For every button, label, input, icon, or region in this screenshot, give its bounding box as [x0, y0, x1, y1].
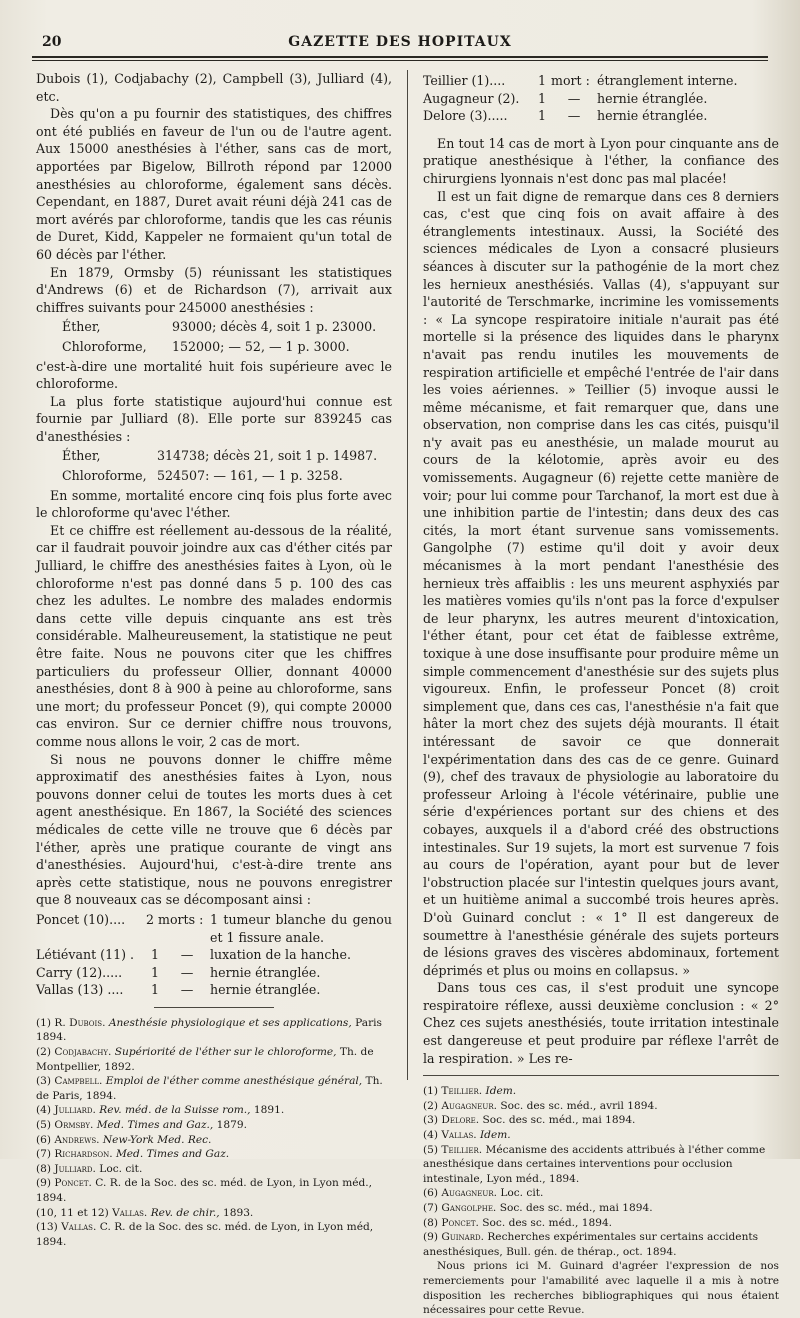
footnote-rule: [154, 1007, 274, 1008]
footnote-n: (4): [36, 1104, 52, 1117]
case-mark: mort :: [551, 73, 590, 88]
footnote: [423, 1230, 779, 1259]
paragraph: Et ce chiffre est réellement au-dessous de la réalité, car il faudrait pouvoir joindre aux cas d'éther cités par Julliard, le chiffre des anesthésies faites à Lyon, où le chloroforme n'est pas donné dans 5 p. 100 des cas chez les adultes. Le nombre des malades endormis dans cette ville depuis cinquante ans est très considérable. Malheureusement, la statistique ne peut être faite. Nous ne pouvons citer que les chiffres particuliers du professeur Ollier, donnant 40000 anesthésies, dont 8 à 900 à peine au chloroforme, sans une mort; du professeur Poncet (9), qui compte 20000 cas environ. Sur ce dernier chiffre nous trouvons, comme nous allons le voir, 2 cas de mort.: [36, 522, 392, 749]
footnote-n: (2): [423, 1099, 439, 1112]
case-table: [423, 72, 738, 125]
footnote-n: (7): [423, 1202, 439, 1214]
footnote-rest: Soc. des sc. méd., 1894.: [482, 1216, 613, 1229]
page-header: [30, 34, 770, 50]
footnote: [423, 1113, 779, 1128]
footnote-rest: Mécanisme des accidents attribués à l'éther comme anesthésique dans certaines interventions pour occlusion intestinale, Lyon méd., 1894.: [423, 1143, 766, 1185]
footnote-rest: Soc. des sc. méd., mai 1894.: [499, 1202, 653, 1214]
footnote-title: Med. Times and Gaz.,: [96, 1119, 214, 1132]
footnote-author: Vallas.: [112, 1206, 148, 1219]
footnote-title: New-York Med. Rec.: [102, 1133, 212, 1146]
paragraph: La plus forte statistique aujourd'hui connue est fournie par Julliard (8). Elle porte sur 839245 cas d'anesthésies :: [36, 393, 392, 444]
case-name: Delore (3).....: [423, 108, 508, 124]
footnote-rest: Paris 1894.: [36, 1016, 382, 1044]
footnote-n: (10, 11 et 12): [36, 1206, 109, 1219]
stat-value: 152000; — 52, — 1 p. 3000.: [172, 338, 350, 354]
case-count: 1: [150, 982, 159, 998]
footnote-n: (4): [423, 1129, 439, 1142]
footnote-n: (1): [423, 1085, 439, 1098]
footnote: [36, 1162, 392, 1177]
stat-value: 314738; décès 21, soit 1 p. 14987.: [157, 448, 378, 464]
footnote: [423, 1201, 779, 1216]
footnote: [36, 1206, 392, 1221]
footnote-author: Augagneur.: [441, 1187, 497, 1200]
paragraph: Si nous ne pouvons donner le chiffre même approximatif des anesthésies faites à Lyon, nous pouvons donner celui de toutes les morts dues à cet agent anesthésique. En 1867, la Société des sciences médicales de cette ville ne trouve que 6 décès par l'éther, après une pratique courante de vingt ans d'anesthésies. Aujourd'hui, c'est-à-dire trente ans après cette statistique, nous ne pouvons enregistrer que 8 nouveaux cas se décomposant ainsi :: [36, 751, 392, 908]
footnote: [36, 1103, 392, 1118]
footnote-author: Guinard.: [441, 1231, 484, 1244]
paragraph: Dans tous ces cas, il s'est produit une syncope respiratoire réflexe, aussi deuxième conclusion : « 2° Chez ces sujets anesthésiés, toute irritation intestinale est dangereuse et peut produire par réflexe l'arrêt de la respiration. » Les re-: [423, 980, 779, 1066]
footnote: [36, 1016, 392, 1045]
case-mark: —: [567, 108, 581, 124]
case-count: 1: [537, 73, 546, 88]
footnote-rest: 1879.: [216, 1119, 247, 1132]
footnote: [36, 1074, 392, 1103]
case-desc: 1 tumeur blanche du genou et 1 fissure anale.: [210, 911, 392, 945]
stat-value: 93000; décès 4, soit 1 p. 23000.: [172, 319, 377, 335]
footnote: [423, 1099, 779, 1114]
footnote: [36, 1176, 392, 1205]
case-row: [36, 981, 392, 999]
footnote-author: Teillier.: [441, 1143, 483, 1156]
case-mark: —: [180, 982, 194, 998]
footnote-n: (1): [36, 1016, 52, 1029]
footnote-n: (8): [36, 1162, 52, 1175]
footnote-rest: Loc. cit.: [99, 1162, 143, 1175]
footnote-title: Supériorité de l'éther sur le chloroforme,: [114, 1046, 337, 1059]
footnote-rest: Loc. cit.: [500, 1187, 544, 1200]
footnote-rule: [423, 1075, 779, 1076]
footnote: [423, 1216, 779, 1231]
footnote-title: Med. Times and Gaz.: [115, 1148, 230, 1161]
paragraph: En somme, mortalité encore cinq fois plus forte avec le chloroforme qu'avec l'éther.: [36, 487, 392, 521]
footnote-author: Julliard.: [54, 1104, 96, 1117]
footnote-rest: Th. de Paris, 1894.: [36, 1075, 383, 1102]
spacer: [423, 127, 779, 135]
page-number: 20: [42, 34, 62, 50]
footnote-n: (6): [423, 1187, 439, 1200]
case-desc: luxation de la hanche.: [210, 947, 351, 963]
statistic-line: [36, 447, 392, 465]
footnote-author: Gangolphe.: [441, 1202, 497, 1214]
case-name: Vallas (13) ....: [36, 982, 124, 998]
case-count: 1: [150, 964, 159, 980]
paragraph: Il est un fait digne de remarque dans ces 8 derniers cas, c'est que cinq fois on avait affaire à des étranglements intestinaux. Aussi, la Société des sciences médicales de Lyon a consacré plusieurs séances à discuter sur la pathogénie de la mort chez les hernieux anesthésiés. Vallas (4), s'appuyant sur l'autorité de Terschmarke, incrimine les vomissements : « La syncope respiratoire initiale n'aurait pas été mortelle si la présence des liquides dans le pharynx n'avait pas rendu inutiles les mouvements de respiration artificielle et empêché l'entrée de l'air dans les voies aériennes. » Teillier (5) invoque aussi le même mécanisme, et fait remarquer que, dans une observation, non comprise dans les cas cités, puisqu'il n'y avait pas eu anesthésie, un malade mourut au cours de la kélotomie, après avoir eu des vomissements. Augagneur (6) rejette cette manière de voir; pour lui comme pour Tarchanof, la mort est due à une inhibition partie de l'intestin; dans deux des cas cités, la mort étant survenue sans vomissements. Gangolphe (7) estime qu'il doit y avoir deux mécanismes à la mort pendant l'anesthésie des hernieux très affaiblis : les uns meurent asphyxiés par les matières vomies qu'ils n'ont pas la force d'expulser de leur pharynx, les autres meurent d'intoxication, l'éther étant, pour cet état de faiblesse extrême, toxique à une dose insuffisante pour produire même un simple commencement d'anesthésie sur des sujets plus vigoureux. Enfin, le professeur Poncet (8) croit simplement que, dans ces cas, l'anesthésie n'a fait que hâter la mort chez des sujets déjà mourants. Il était intéressant de savoir ce que donnerait l'expérimentation dans des cas de ce genre. Guinard (9), chef des travaux de physiologie au laboratoire du professeur Arloing à l'école vétérinaire, publie une série d'expériences portant sur des chiens et des cobayes, auxquels il a d'abord créé des obstructions intestinales. Sur 19 sujets, la mort est survenue 7 fois au cours de l'opération, ayant pour but de lever l'obstruction placée sur l'intestin quelques jours avant, et un huitième animal a succombé trois heures après. D'où Guinard conclut : « 1° Il est dangereux de soumettre à l'anesthésie générale des sujets porteurs de lésions graves des viscères abdominaux, fortement déprimés et plus ou moins en collapsus. »: [423, 188, 779, 978]
column-divider: [407, 70, 408, 1080]
footnote-n: (8): [423, 1216, 439, 1229]
footnote-author: Richardson.: [54, 1148, 113, 1161]
footnote-rest: Th. de Montpellier, 1892.: [36, 1046, 374, 1073]
footnote-rest: C. R. de la Soc. des sc. méd. de Lyon, in Lyon méd., 1894.: [36, 1177, 373, 1204]
footnote-n: (9): [36, 1177, 52, 1190]
footnotes: [423, 1084, 779, 1259]
case-desc: hernie étranglée.: [210, 982, 321, 998]
case-desc: étranglement interne.: [597, 73, 738, 88]
footnote-title: Anesthésie physiologique et ses applications,: [108, 1016, 352, 1029]
footnote-author: Ormsby.: [54, 1119, 94, 1132]
footnote-rest: Soc. des sc. méd., avril 1894.: [500, 1099, 658, 1112]
footnote-title: Emploi de l'éther comme anesthésique général,: [105, 1075, 363, 1088]
case-count: 1: [537, 90, 546, 106]
paragraph: En tout 14 cas de mort à Lyon pour cinquante ans de pratique anesthésique à l'éther, la confiance des chirurgiens lyonnais n'est donc pas mal placée!: [423, 135, 779, 186]
paragraph: En 1879, Ormsby (5) réunissant les statistiques d'Andrews (6) et de Richardson (7), arrivait aux chiffres suivants pour 245000 anesthésies :: [36, 264, 392, 315]
footnote-author: Augagneur.: [441, 1099, 497, 1112]
case-count: 1: [150, 947, 159, 963]
header-rule-thin: [32, 60, 768, 61]
footnote: [36, 1220, 392, 1249]
statistic-line: [36, 318, 392, 336]
case-row: [36, 911, 392, 946]
case-mark: —: [180, 964, 194, 980]
case-name: Carry (12).....: [36, 964, 123, 980]
case-name: Augagneur (2).: [423, 90, 520, 106]
footnote-title: Rev. de chir.,: [150, 1206, 220, 1219]
footnote: [36, 1133, 392, 1148]
footnote-title: Rev. méd. de la Suisse rom.,: [99, 1104, 251, 1117]
footnote-author: Campbell.: [54, 1075, 103, 1088]
footnote-author: Teillier.: [441, 1085, 483, 1098]
case-mark: —: [567, 90, 581, 106]
acknowledgement: Nous prions ici M. Guinard d'agréer l'expression de nos remerciements pour l'amabilité avec laquelle il a mis à notre disposition les recherches bibliographiques qui nous étaient nécessaires pour cette Revue.: [423, 1260, 779, 1317]
footnote: [36, 1045, 392, 1074]
footnote: [423, 1143, 779, 1187]
footnote-author: Codjabachy.: [54, 1046, 112, 1059]
case-count: 2 morts :: [146, 911, 204, 927]
footnote-author: Vallas.: [61, 1221, 97, 1234]
footnote-author: Poncet.: [54, 1177, 92, 1190]
case-desc: hernie étranglée.: [597, 108, 708, 124]
footnote-author: Vallas.: [441, 1129, 477, 1142]
case-desc: hernie étranglée.: [597, 90, 708, 106]
footnotes: [36, 1016, 392, 1250]
case-row: [36, 946, 392, 964]
footnote-n: (7): [36, 1148, 52, 1161]
footnote-rest: 1893.: [222, 1206, 254, 1219]
paragraph: Dès qu'on a pu fournir des statistiques, des chiffres ont été publiés en faveur de l'un ou de l'autre agent. Aux 15000 anesthésies à l'éther, sans cas de mort, apportées par Bigelow, Billroth répond par 12000 anesthésies au chloroforme, également sans décès. Cependant, en 1887, Duret avait réuni déjà 241 cas de mort avérés par chloroforme, tandis que les cas réunis de Duret, Kidd, Kappeler ne formaient qu'un total de 60 décès par l'éther.: [36, 106, 392, 262]
stat-value: 524507: — 161, — 1 p. 3258.: [157, 468, 343, 484]
footnote-rest: 1891.: [253, 1104, 285, 1117]
footnote-n: (5): [36, 1119, 52, 1132]
case-count: 1: [537, 108, 546, 124]
footnote-rest: C. R. de la Soc. des sc. méd. de Lyon, in Lyon méd, 1894.: [36, 1221, 374, 1248]
footnote-title: Idem.: [485, 1085, 517, 1098]
case-name: Teillier (1)....: [423, 73, 506, 88]
case-desc: hernie étranglée.: [210, 964, 321, 980]
footnote-n: (2): [36, 1046, 52, 1059]
case-row: [423, 72, 738, 90]
footnote-author: Julliard.: [54, 1162, 96, 1175]
case-table: [36, 911, 392, 999]
footnote-n: (9): [423, 1231, 439, 1244]
left-column: [36, 70, 392, 1249]
footnote-author: Andrews.: [54, 1133, 100, 1146]
stat-label: Éther,: [62, 448, 101, 464]
case-row: [36, 964, 392, 982]
right-column: [423, 70, 779, 1318]
footnote-author: R. Dubois.: [54, 1016, 106, 1029]
footnote-rest: Soc. des sc. méd., mai 1894.: [482, 1114, 636, 1127]
case-row: [423, 90, 738, 108]
footnote: [423, 1186, 779, 1201]
footnote: [423, 1084, 779, 1099]
footnote-n: (3): [423, 1114, 439, 1127]
stat-label: Chloroforme,: [62, 468, 147, 484]
case-mark: —: [180, 947, 194, 963]
paragraph: Dubois (1), Codjabachy (2), Campbell (3), Julliard (4), etc.: [36, 71, 392, 104]
footnote: [423, 1128, 779, 1143]
footnote-n: (5): [423, 1143, 439, 1156]
statistic-line: [36, 467, 392, 485]
statistic-line: [36, 338, 392, 356]
case-row: [423, 107, 738, 125]
footnote: [36, 1118, 392, 1133]
paragraph: c'est-à-dire une mortalité huit fois supérieure avec le chloroforme.: [36, 358, 392, 392]
footnote: [36, 1147, 392, 1162]
footnote-n: (6): [36, 1133, 52, 1146]
footnote-author: Poncet.: [441, 1216, 479, 1229]
footnote-rest: Recherches expérimentales sur certains accidents anesthésiques, Bull. gén. de thérap., oct. 1894.: [423, 1231, 759, 1258]
running-head: GAZETTE DES HOPITAUX: [288, 34, 512, 50]
footnote-author: Delore.: [441, 1114, 480, 1127]
footnote-n: (3): [36, 1075, 52, 1088]
footnote-n: (13): [36, 1221, 58, 1234]
case-name: Létiévant (11) .: [36, 947, 135, 963]
header-rule: [32, 56, 768, 58]
stat-label: Éther,: [62, 319, 101, 335]
stat-label: Chloroforme,: [62, 338, 147, 354]
footnote-title: Idem.: [480, 1129, 511, 1142]
case-name: Poncet (10)....: [36, 911, 126, 927]
